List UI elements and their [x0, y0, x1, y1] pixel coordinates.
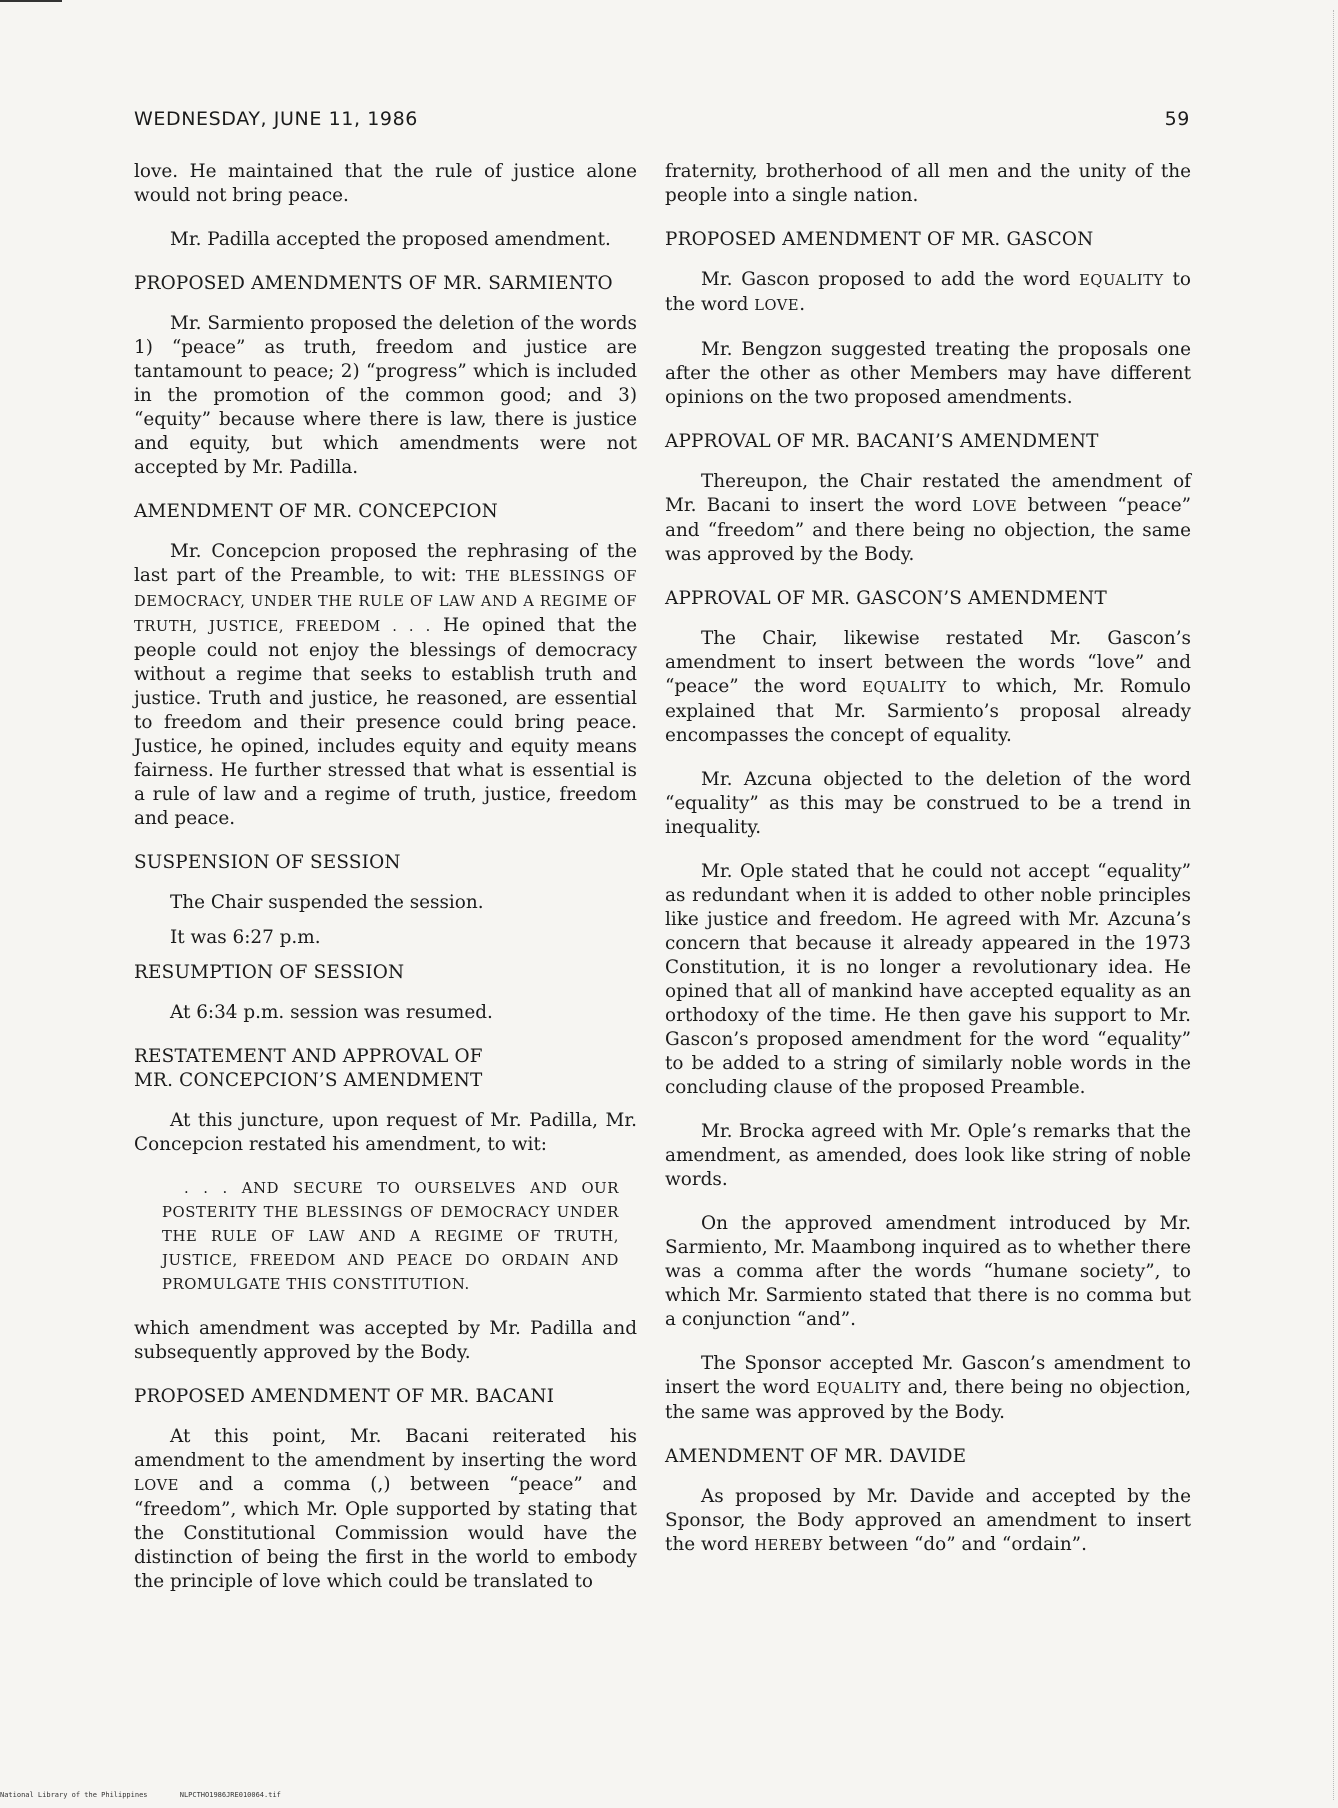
paragraph: It was 6:27 p.m. [170, 927, 321, 948]
paragraph: Mr. Azcuna objected to the deletion of the word “equality” as this may be construed to be a trend in inequality. [665, 769, 1191, 838]
paragraph: The Chair, likewise restated Mr. Gascon’s amendment to insert between the words “love” and “peace” the word EQUALITY to which, Mr. Romulo explained that Mr. Sarmiento’s proposal already encompasses the concept of equality. [665, 628, 1191, 746]
header-date: WEDNESDAY, JUNE 11, 1986 [134, 108, 418, 130]
small-caps-text: HEREBY [754, 1537, 823, 1554]
right-column [665, 160, 1191, 1578]
footer-filename: NLPCTHO1986JRE010064.tif [179, 1791, 281, 1799]
section-heading: RESTATEMENT AND APPROVAL OF MR. CONCEPCION’S AMENDMENT [134, 1046, 483, 1091]
paragraph: At this juncture, upon request of Mr. Padilla, Mr. Concepcion restated his amendment, to wit: [134, 1110, 637, 1155]
small-caps-text: EQUALITY [1079, 272, 1164, 289]
small-caps-text: THE BLESSINGS OF DEMOCRACY, UNDER THE RULE OF LAW AND A REGIME OF TRUTH, JUSTICE, FREEDOM . . . [134, 568, 637, 635]
running-header [134, 108, 1190, 130]
left-column [134, 160, 637, 1614]
section-heading: AMENDMENT OF MR. CONCEPCION [134, 501, 498, 522]
paragraph: Mr. Bengzon suggested treating the proposals one after the other as other Members may have different opinions on the two proposed amendments. [665, 339, 1191, 408]
block-quote: . . . AND SECURE TO OURSELVES AND OUR POSTERITY THE BLESSINGS OF DEMOCRACY UNDER THE RULE OF LAW AND A REGIME OF TRUTH, JUSTICE, FREEDOM AND PEACE DO ORDAIN AND PROMULGATE THIS CONSTITUTION. [162, 1180, 619, 1293]
section-heading: PROPOSED AMENDMENT OF MR. GASCON [665, 229, 1094, 250]
section-heading: PROPOSED AMENDMENTS OF MR. SARMIENTO [134, 273, 613, 294]
scan-edge-border [1333, 10, 1334, 1800]
section-heading: APPROVAL OF MR. BACANI’S AMENDMENT [665, 431, 1099, 452]
small-caps-text: EQUALITY [816, 1380, 902, 1397]
paragraph: Mr. Padilla accepted the proposed amendment. [170, 229, 611, 250]
paragraph: On the approved amendment introduced by Mr. Sarmiento, Mr. Maambong inquired as to whether there was a comma after the words “humane society”, to which Mr. Sarmiento stated that there is no comma but a conjunction “and”. [665, 1213, 1191, 1330]
section-heading: SUSPENSION OF SESSION [134, 852, 401, 873]
paragraph: Thereupon, the Chair restated the amendment of Mr. Bacani to insert the word LOVE between “peace” and “freedom” and there being no objection, the same was approved by the Body. [665, 471, 1191, 565]
paragraph: Mr. Brocka agreed with Mr. Ople’s remarks that the amendment, as amended, does look like string of noble words. [665, 1121, 1191, 1190]
scan-footer [0, 1791, 309, 1799]
paragraph: The Chair suspended the session. [170, 892, 484, 913]
small-caps-text: LOVE [754, 297, 800, 314]
section-heading: APPROVAL OF MR. GASCON’S AMENDMENT [665, 588, 1107, 609]
paragraph: Mr. Concepcion proposed the rephrasing of the last part of the Preamble, to wit: THE BLESSINGS OF DEMOCRACY, UNDER THE RULE OF LAW AND A REGIME OF TRUTH, JUSTICE, FREEDOM . . . He opined that the people could not enjoy the blessings of democracy without a regime that seeks to establish truth and justice. Truth and justice, he reasoned, are essential to freedom and their presence could bring peace. Justice, he opined, includes equity and equity means fairness. He further stressed that what is essential is a rule of law and a regime of truth, justice, freedom and peace. [134, 541, 637, 829]
small-caps-text: LOVE [134, 1477, 179, 1494]
section-heading: PROPOSED AMENDMENT OF MR. BACANI [134, 1386, 555, 1407]
paragraph: fraternity, brotherhood of all men and the unity of the people into a single nation. [665, 161, 1191, 206]
paragraph: Mr. Ople stated that he could not accept “equality” as redundant when it is added to other noble principles like justice and freedom. He agreed with Mr. Azcuna’s concern that because it already appeared in the 1973 Constitution, it is no longer a revolutionary idea. He opined that all of mankind have accepted equality as an orthodoxy of the time. He then gave his support to Mr. Gascon’s proposed amendment for the word “equality” to be added to a string of similarly noble words in the concluding clause of the proposed Preamble. [665, 861, 1191, 1098]
small-caps-text: LOVE [972, 498, 1018, 515]
section-heading: AMENDMENT OF MR. DAVIDE [665, 1446, 967, 1467]
section-heading: RESUMPTION OF SESSION [134, 962, 405, 983]
paragraph: Mr. Gascon proposed to add the word EQUALITY to the word LOVE. [665, 269, 1192, 315]
page-number: 59 [1164, 108, 1190, 130]
paragraph: love. He maintained that the rule of justice alone would not bring peace. [134, 161, 637, 206]
paragraph: Mr. Sarmiento proposed the deletion of the words 1) “peace” as truth, freedom and justice are tantamount to peace; 2) “progress” which is included in the promotion of the common good; and 3) “equity” because where there is law, there is justice and equity, but which amendments were not accepted by Mr. Padilla. [134, 313, 637, 478]
paragraph: At 6:34 p.m. session was resumed. [170, 1002, 493, 1023]
footer-library: National Library of the Philippines [0, 1791, 148, 1799]
paragraph: As proposed by Mr. Davide and accepted by the Sponsor, the Body approved an amendment to insert the word HEREBY between “do” and “ordain”. [665, 1486, 1191, 1555]
paragraph: At this point, Mr. Bacani reiterated his amendment to the amendment by inserting the word LOVE and a comma (,) between “peace” and “freedom”, which Mr. Ople supported by stating that the Constitutional Commission would have the distinction of being the first in the world to embody the principle of love which could be translated to [134, 1426, 637, 1592]
paragraph: which amendment was accepted by Mr. Padilla and subsequently approved by the Body. [134, 1318, 637, 1363]
small-caps-text: EQUALITY [862, 679, 947, 696]
scan-edge-rule [0, 0, 62, 2]
paragraph: The Sponsor accepted Mr. Gascon’s amendment to insert the word EQUALITY and, there being no objection, the same was approved by the Body. [665, 1353, 1191, 1423]
